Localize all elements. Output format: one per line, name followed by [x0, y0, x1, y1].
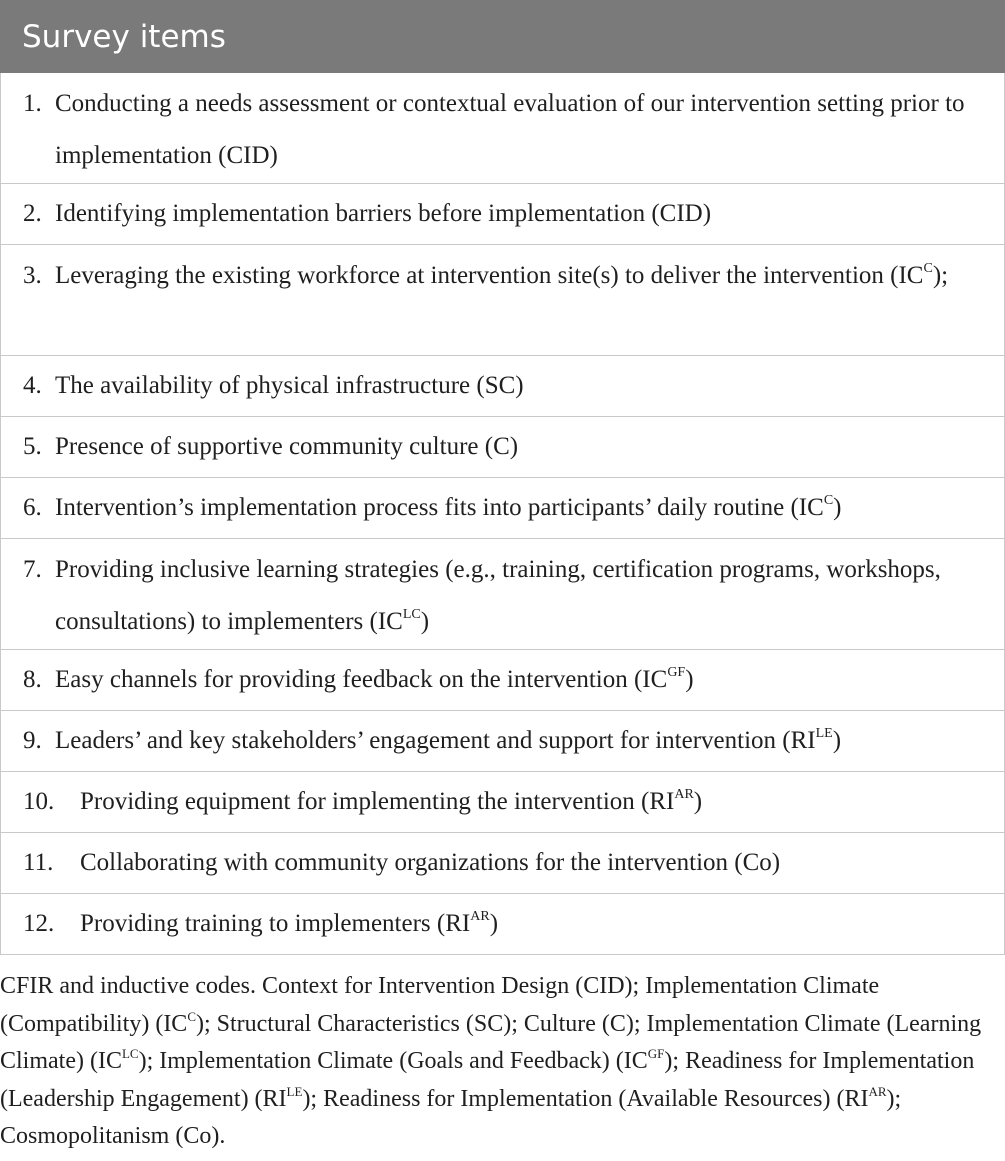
table-header: Survey items — [0, 0, 1005, 73]
item-text: Leveraging the existing workforce at intervention site(s) to deliver the intervention $(IC^C)$; — [55, 261, 949, 289]
item-number: 5. — [23, 433, 42, 460]
item-number: 3. — [23, 262, 42, 289]
item-text: Providing inclusive learning strategies (e.g., training, certification programs, workshops, consultations) to implementers $(IC^{LC})$ — [55, 556, 941, 635]
table-row — [0, 245, 1005, 356]
item-number: 1. — [23, 90, 42, 117]
table-row — [0, 650, 1005, 711]
item-text: Easy channels for providing feedback on the intervention $(IC^{GF})$ — [55, 665, 694, 693]
item-number: 7. — [23, 556, 42, 583]
table-row — [0, 894, 1005, 955]
item-text: Providing training to implementers $(RI^{AR})$ — [80, 909, 499, 937]
table-row — [0, 539, 1005, 650]
table-row — [0, 417, 1005, 478]
table-row — [0, 73, 1005, 184]
item-text: Presence of supportive community culture (C) — [55, 433, 519, 460]
table-row — [0, 184, 1005, 245]
table-row — [0, 478, 1005, 539]
item-number: 10. — [23, 788, 55, 815]
table-footnote: CFIR and inductive codes. Context for Intervention Design (CID); Implementation Climate (Compatibility) $(IC^C)$; Structural Characteristics (SC); Culture (C); Implementation Climate (Learning Climate) $(IC^{LC})$; Implementation Climate (Goals and Feedback) $(IC^{GF})$; Readiness for Implementation (Leadership Engagement) $(RI^{LE})$; Readiness for Implementation (Available Resources) $(RI^{AR})$; Cosmopolitanism (Co). — [0, 973, 982, 1149]
item-number: 4. — [23, 372, 42, 399]
item-text: Intervention’s implementation process fits into participants’ daily routine $(IC^C)$ — [55, 493, 842, 521]
item-text: Leaders’ and key stakeholders’ engagement and support for intervention $(RI^{LE})$ — [55, 726, 842, 754]
item-number: 11. — [23, 849, 54, 876]
item-number: 6. — [23, 494, 42, 521]
item-text: Conducting a needs assessment or contextual evaluation of our intervention setting prior to implementation (CID) — [55, 90, 965, 169]
item-text: Providing equipment for implementing the intervention $(RI^{AR})$ — [80, 787, 703, 815]
item-text: The availability of physical infrastructure (SC) — [55, 372, 524, 399]
table-row — [0, 833, 1005, 894]
item-number: 2. — [23, 200, 42, 227]
item-number: 8. — [23, 666, 42, 693]
table-row — [0, 711, 1005, 772]
table-row — [0, 356, 1005, 417]
table-row — [0, 772, 1005, 833]
item-text: Collaborating with community organizations for the intervention (Co) — [80, 849, 781, 876]
item-number: 12. — [23, 910, 55, 937]
item-text: Identifying implementation barriers before implementation (CID) — [55, 200, 712, 227]
item-number: 9. — [23, 727, 42, 754]
